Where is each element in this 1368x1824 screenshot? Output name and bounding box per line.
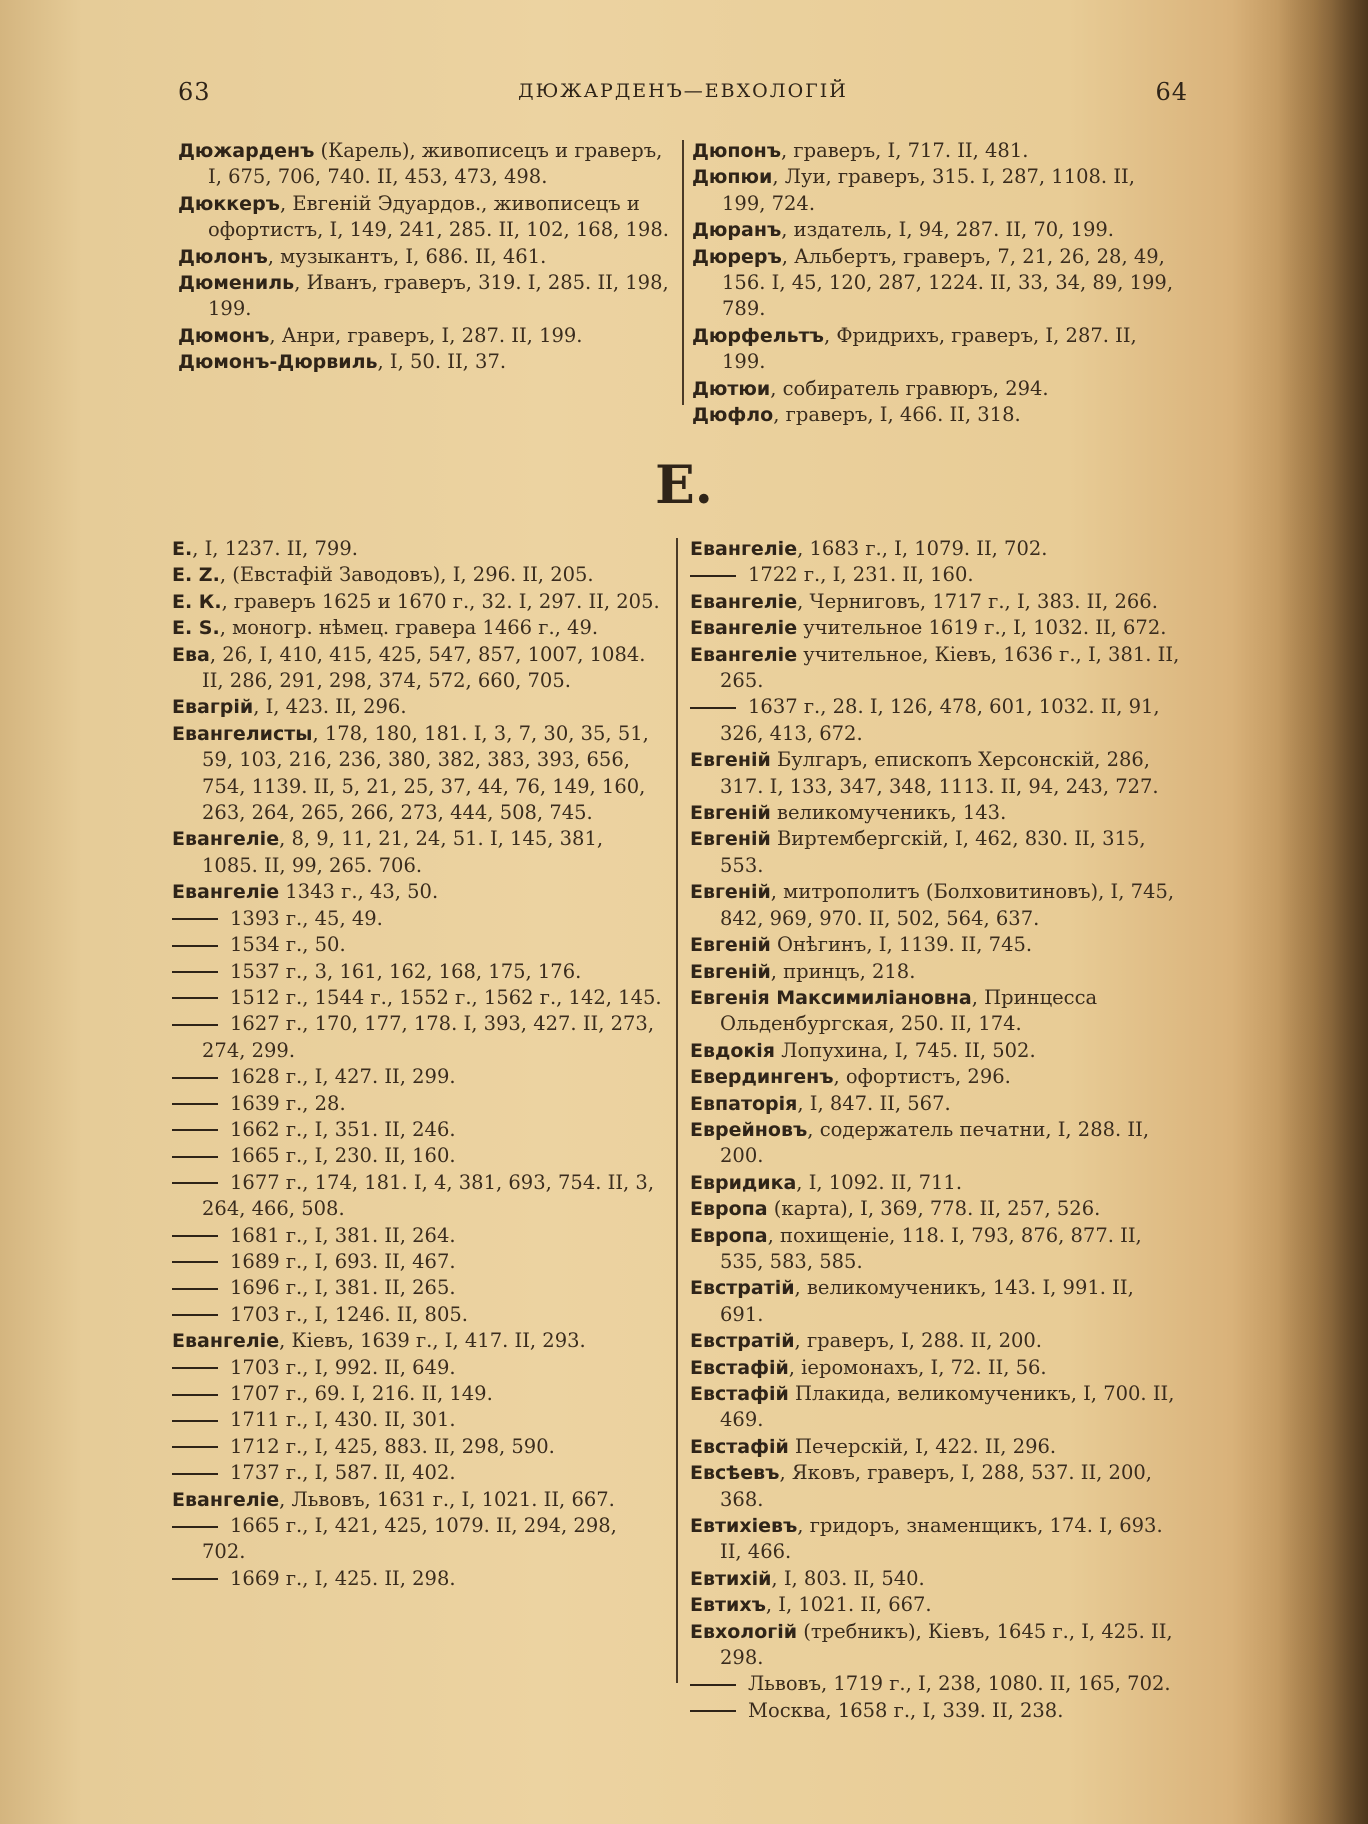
entry-references: , похищеніе, 118. I, 793, 876, 877. II, 535, 583, 585. xyxy=(720,1223,1142,1273)
ditto-dash xyxy=(172,918,218,920)
index-entry xyxy=(172,615,664,641)
entry-references: , 1683 г., I, 1079. II, 702. xyxy=(797,537,1048,560)
entry-references: , 8, 9, 11, 21, 24, 51. I, 145, 381, 1085. II, 99, 265. 706. xyxy=(202,827,604,877)
entry-references: , гридоръ, знаменщикъ, 174. I, 693. II, 466. xyxy=(720,1514,1163,1564)
entry-headword: Евтихій xyxy=(690,1567,772,1590)
entry-references: 1534 г., 50. xyxy=(230,933,346,957)
entry-references: , I, 1021. II, 667. xyxy=(765,1593,932,1617)
entry-headword: Евхологій xyxy=(690,1620,798,1643)
entry-references: 1681 г., I, 381. II, 264. xyxy=(230,1223,456,1247)
column-divider-top xyxy=(682,140,684,405)
index-entry xyxy=(690,1460,1182,1513)
index-entry xyxy=(178,270,670,323)
entry-references: , граверъ, I, 288. II, 200. xyxy=(794,1329,1043,1353)
entry-references: Виртембергскій, I, 462, 830. II, 315, 553. xyxy=(720,827,1146,877)
entry-headword: Е. xyxy=(172,538,193,560)
index-entry xyxy=(690,1513,1182,1566)
entry-headword: Евгеній xyxy=(690,802,771,825)
index-entry xyxy=(690,985,1182,1038)
entry-headword: Евгеній xyxy=(690,749,771,772)
entry-headword: Европа xyxy=(690,1198,768,1221)
index-entry xyxy=(172,1407,664,1433)
entry-references: Москва, 1658 г., I, 339. II, 238. xyxy=(748,1698,1064,1722)
index-entry xyxy=(690,1170,1182,1196)
entry-references: , 26, I, 410, 415, 425, 547, 857, 1007, 1084. II, 286, 291, 298, 374, 572, 660, 705. xyxy=(202,642,646,693)
entry-headword: Дютюи xyxy=(692,377,771,400)
ditto-dash xyxy=(172,1024,218,1026)
entry-references: 1711 г., I, 430. II, 301. xyxy=(230,1408,456,1432)
entry-references: Булгаръ, епископъ Херсонскій, 286, 317. I, 133, 347, 348, 1113. II, 94, 243, 727. xyxy=(720,748,1159,798)
index-entry xyxy=(690,800,1182,826)
ditto-dash xyxy=(690,575,736,577)
entry-headword: Еврейновъ xyxy=(690,1118,808,1141)
entry-references: (карта), I, 369, 778. II, 257, 526. xyxy=(767,1197,1101,1221)
index-entry xyxy=(690,589,1182,615)
index-entry xyxy=(172,1064,664,1090)
index-entry xyxy=(690,1592,1182,1618)
entry-references: 1665 г., I, 230. II, 160. xyxy=(230,1144,456,1168)
index-entry xyxy=(690,1196,1182,1222)
entry-headword: Евстратій xyxy=(690,1277,795,1300)
entry-references: , офортистъ, 296. xyxy=(833,1065,1011,1089)
index-entry xyxy=(690,1038,1182,1064)
entry-references: , I, 50. II, 37. xyxy=(377,350,507,374)
index-entry xyxy=(690,615,1182,641)
entry-references: , Принцесса Ольденбургская, 250. II, 174. xyxy=(720,985,1098,1036)
index-entry xyxy=(172,1302,664,1328)
entry-headword: Евангеліе xyxy=(690,617,798,640)
ditto-dash xyxy=(172,1526,218,1528)
entry-headword: Е. Z. xyxy=(172,564,220,587)
entry-references: , музыкантъ, I, 686. II, 461. xyxy=(267,244,547,268)
entry-references: 1703 г., I, 1246. II, 805. xyxy=(230,1302,468,1326)
index-entry xyxy=(172,959,664,985)
index-entry xyxy=(172,589,664,615)
entry-references: 1512 г., 1544 г., 1552 г., 1562 г., 142, 145. xyxy=(230,985,662,1009)
index-entry xyxy=(172,1460,664,1486)
entry-headword: Дюранъ xyxy=(692,219,782,242)
index-entry xyxy=(172,932,664,958)
index-entry xyxy=(172,1223,664,1249)
page-number-left: 63 xyxy=(178,78,211,106)
entry-references: , (Евстафій Заводовъ), I, 296. II, 205. xyxy=(219,563,594,587)
index-entry xyxy=(172,1328,664,1354)
ditto-dash xyxy=(690,1684,736,1686)
entry-references: учительное, Кіевъ, 1636 г., I, 381. II, 265. xyxy=(720,642,1180,693)
index-entry xyxy=(692,217,1184,243)
entry-references: , моногр. нѣмец. гравера 1466 г., 49. xyxy=(219,616,599,640)
ditto-dash xyxy=(172,1314,218,1316)
entry-headword: Евангеліе xyxy=(172,828,280,851)
entry-headword: Дюрфельтъ xyxy=(692,324,824,347)
ditto-dash xyxy=(172,1156,218,1158)
entry-references: , I, 803. II, 540. xyxy=(771,1566,925,1590)
entry-references: 1537 г., 3, 161, 162, 168, 175, 176. xyxy=(230,959,582,983)
entry-references: , митрополитъ (Болховитиновъ), I, 745, 842, 969, 970. II, 502, 564, 637. xyxy=(720,880,1175,930)
entry-references: 1677 г., 174, 181. I, 4, 381, 693, 754. II, 3, 264, 466, 508. xyxy=(202,1170,655,1221)
entry-headword: Евпаторія xyxy=(690,1092,798,1115)
entry-references: (Карель), живописецъ и граверъ, I, 675, 706, 740. II, 453, 473, 498. xyxy=(208,139,663,189)
entry-headword: Е. К. xyxy=(172,590,222,613)
index-entry xyxy=(692,323,1184,376)
entry-headword: Евагрій xyxy=(172,696,254,719)
index-entry xyxy=(690,1566,1182,1592)
entry-references: 1639 г., 28. xyxy=(230,1091,346,1115)
index-entry xyxy=(178,138,670,191)
index-entry xyxy=(172,1249,664,1275)
entry-references: , Черниговъ, 1717 г., I, 383. II, 266. xyxy=(797,589,1158,613)
entry-headword: Евангеліе xyxy=(172,1488,280,1511)
index-entry xyxy=(690,1064,1182,1090)
index-entry xyxy=(178,244,670,270)
entry-references: 1393 г., 45, 49. xyxy=(230,906,383,930)
entry-references: , Фридрихъ, граверъ, I, 287. II, 199. xyxy=(722,323,1137,374)
entry-references: , I, 847. II, 567. xyxy=(797,1091,951,1115)
ditto-dash xyxy=(172,1367,218,1369)
entry-headword: Евстафій xyxy=(690,1356,789,1379)
page-edge-shadow xyxy=(1278,0,1368,1824)
entry-references: 1689 г., I, 693. II, 467. xyxy=(230,1249,456,1273)
index-entry xyxy=(690,1355,1182,1381)
entry-references: 1665 г., I, 421, 425, 1079. II, 294, 298, 702. xyxy=(202,1514,617,1564)
ditto-dash xyxy=(172,971,218,973)
index-entry xyxy=(690,1434,1182,1460)
entry-headword: Дюмонъ xyxy=(178,324,270,347)
index-entry xyxy=(692,138,1184,164)
index-entry xyxy=(172,1566,664,1592)
entry-headword: Дюмениль xyxy=(178,272,295,295)
entry-headword: Дюмонъ-Дюрвиль xyxy=(178,351,378,374)
ditto-dash xyxy=(172,1182,218,1184)
index-entry xyxy=(690,1698,1182,1724)
ditto-dash xyxy=(172,997,218,999)
index-entry xyxy=(178,349,670,375)
right-column xyxy=(690,536,1182,1724)
index-entry xyxy=(692,402,1184,428)
entry-headword: Евгеній xyxy=(690,934,771,957)
entry-headword: Евстратій xyxy=(690,1330,795,1353)
index-entry xyxy=(172,1091,664,1117)
page-header xyxy=(178,78,1188,114)
top-right-column xyxy=(692,138,1184,428)
ditto-dash xyxy=(172,1420,218,1422)
entry-references: (требникъ), Кіевъ, 1645 г., I, 425. II, 298. xyxy=(720,1619,1173,1670)
index-entry xyxy=(690,562,1182,588)
index-entry xyxy=(690,826,1182,879)
entry-references: 1343 г., 43, 50. xyxy=(279,880,439,904)
index-entry xyxy=(172,694,664,720)
ditto-dash xyxy=(172,1235,218,1237)
entry-references: 1696 г., I, 381. II, 265. xyxy=(230,1276,456,1300)
index-entry xyxy=(172,1143,664,1169)
ditto-dash xyxy=(172,945,218,947)
entry-headword: Дюфло xyxy=(692,404,774,427)
entry-references: , собиратель гравюръ, 294. xyxy=(770,376,1049,400)
entry-headword: Евангеліе xyxy=(690,643,798,666)
ditto-dash xyxy=(172,1129,218,1131)
index-entry xyxy=(172,1275,664,1301)
entry-headword: Дюреръ xyxy=(692,245,782,268)
entry-references: 1628 г., I, 427. II, 299. xyxy=(230,1065,456,1089)
section-letter: Е. xyxy=(655,455,713,516)
index-entry xyxy=(692,376,1184,402)
ditto-dash xyxy=(172,1288,218,1290)
entry-references: , Альбертъ, граверъ, 7, 21, 26, 28, 49, 156. I, 45, 120, 287, 1224. II, 33, 34, 89, 199, 789. xyxy=(722,244,1174,321)
index-entry xyxy=(690,1091,1182,1117)
index-entry xyxy=(690,694,1182,747)
top-left-column xyxy=(178,138,670,376)
entry-headword: Е. S. xyxy=(172,617,220,640)
entry-headword: Евстафій xyxy=(690,1435,789,1458)
ditto-dash xyxy=(172,1103,218,1105)
entry-headword: Евтихіевъ xyxy=(690,1515,798,1538)
entry-headword: Евтихъ xyxy=(690,1594,766,1617)
entry-references: , Анри, граверъ, I, 287. II, 199. xyxy=(269,323,583,347)
entry-headword: Евердингенъ xyxy=(690,1066,834,1089)
entry-headword: Дюлонъ xyxy=(178,245,268,268)
entry-references: , Иванъ, граверъ, 319. I, 285. II, 198, 199. xyxy=(208,271,669,321)
entry-references: великомученикъ, 143. xyxy=(770,801,1007,825)
entry-references: , содержатель печатни, I, 288. II, 200. xyxy=(720,1117,1150,1168)
ditto-dash xyxy=(690,1710,736,1712)
left-column xyxy=(172,536,664,1592)
entry-references: , принцъ, 218. xyxy=(770,959,916,983)
entry-references: Печерскій, I, 422. II, 296. xyxy=(788,1434,1057,1458)
entry-headword: Евстафій xyxy=(690,1383,789,1405)
index-entry xyxy=(690,1328,1182,1354)
index-entry xyxy=(172,1011,664,1064)
index-entry xyxy=(690,1223,1182,1276)
entry-headword: Евридика xyxy=(690,1171,797,1194)
entry-references: , 178, 180, 181. I, 3, 7, 30, 35, 51, 59, 103, 216, 236, 380, 382, 383, 393, 656, 754, 1139. II, 5, 21, 25, 37, 44, 76, 149, 160, 263, 264, 265, 266, 273, 444, 508, 745. xyxy=(202,721,649,825)
index-entry xyxy=(178,323,670,349)
entry-references: 1627 г., 170, 177, 178. I, 393, 427. II, 273, 274, 299. xyxy=(202,1012,655,1062)
entry-references: Лопухина, I, 745. II, 502. xyxy=(775,1038,1036,1062)
entry-headword: Дюккеръ xyxy=(178,192,280,215)
index-entry xyxy=(172,1513,664,1566)
entry-headword: Ева xyxy=(172,643,210,666)
page-number-right: 64 xyxy=(1155,78,1188,106)
ditto-dash xyxy=(172,1261,218,1263)
index-entry xyxy=(172,1117,664,1143)
entry-headword: Евгеній xyxy=(690,960,771,983)
entry-headword: Евангелисты xyxy=(172,722,313,745)
index-entry xyxy=(172,1434,664,1460)
ditto-dash xyxy=(172,1446,218,1448)
entry-headword: Евсѣевъ xyxy=(690,1462,780,1485)
entry-headword: Дюпюи xyxy=(692,166,773,189)
index-entry xyxy=(172,642,664,695)
entry-headword: Европа xyxy=(690,1224,768,1247)
ditto-dash xyxy=(172,1394,218,1396)
entry-headword: Евангеліе xyxy=(690,538,798,560)
entry-references: 1737 г., I, 587. II, 402. xyxy=(230,1461,456,1485)
entry-headword: Дюжарденъ xyxy=(178,140,315,162)
entry-headword: Дюпонъ xyxy=(692,140,781,162)
index-entry xyxy=(172,1381,664,1407)
entry-references: , граверъ, I, 717. II, 481. xyxy=(780,139,1029,162)
index-entry xyxy=(172,721,664,827)
entry-references: Плакида, великомученикъ, I, 700. II, 469. xyxy=(720,1382,1175,1432)
index-entry xyxy=(690,1671,1182,1697)
entry-references: учительное 1619 г., I, 1032. II, 672. xyxy=(797,616,1167,640)
entry-references: , I, 1092. II, 711. xyxy=(796,1170,963,1194)
index-entry xyxy=(172,536,664,562)
entry-references: 1703 г., I, 992. II, 649. xyxy=(230,1355,456,1379)
index-entry xyxy=(690,1619,1182,1672)
entry-headword: Евгеній xyxy=(690,881,771,904)
index-entry xyxy=(690,747,1182,800)
entry-headword: Евангеліе xyxy=(690,590,798,613)
index-entry xyxy=(690,932,1182,958)
entry-headword: Евгенія Максимиліановна xyxy=(690,986,972,1009)
entry-references: 1707 г., 69. I, 216. II, 149. xyxy=(230,1382,493,1405)
column-divider-main xyxy=(676,538,678,1683)
index-entry xyxy=(690,642,1182,695)
entry-references: , Львовъ, 1631 г., I, 1021. II, 667. xyxy=(279,1487,615,1511)
index-entry xyxy=(172,985,664,1011)
running-title: ДЮЖАРДЕНЪ—ЕВХОЛОГІЙ xyxy=(518,80,848,102)
index-entry xyxy=(690,1381,1182,1434)
entry-references: , I, 423. II, 296. xyxy=(253,695,407,719)
entry-references: , граверъ 1625 и 1670 г., 32. I, 297. II, 205. xyxy=(221,589,660,613)
entry-references: , Кіевъ, 1639 г., I, 417. II, 293. xyxy=(279,1329,586,1353)
entry-references: 1637 г., 28. I, 126, 478, 601, 1032. II, 91, 326, 413, 672. xyxy=(720,695,1160,745)
index-entry xyxy=(692,164,1184,217)
entry-headword: Евангеліе xyxy=(172,1330,280,1353)
index-entry xyxy=(172,826,664,879)
entry-references: Львовъ, 1719 г., I, 238, 1080. II, 165, 702. xyxy=(748,1672,1171,1696)
index-entry xyxy=(690,879,1182,932)
entry-references: 1712 г., I, 425, 883. II, 298, 590. xyxy=(230,1434,555,1458)
entry-references: , Яковъ, граверъ, I, 288, 537. II, 200, 368. xyxy=(720,1461,1152,1511)
index-entry xyxy=(172,906,664,932)
index-entry xyxy=(172,1355,664,1381)
entry-headword: Евгеній xyxy=(690,828,771,851)
index-entry xyxy=(172,1170,664,1223)
ditto-dash xyxy=(690,707,736,709)
index-entry xyxy=(172,879,664,905)
ditto-dash xyxy=(172,1578,218,1580)
entry-references: 1669 г., I, 425. II, 298. xyxy=(230,1566,456,1590)
entry-references: , великомученикъ, 143. I, 991. II, 691. xyxy=(720,1276,1134,1326)
index-entry xyxy=(172,562,664,588)
entry-references: , издатель, I, 94, 287. II, 70, 199. xyxy=(781,218,1114,242)
entry-references: Онѣгинъ, I, 1139. II, 745. xyxy=(770,933,1033,957)
index-entry xyxy=(690,1117,1182,1170)
ditto-dash xyxy=(172,1077,218,1079)
index-entry xyxy=(690,1275,1182,1328)
entry-references: 1662 г., I, 351. II, 246. xyxy=(230,1117,456,1141)
entry-references: , Евгеній Эдуардов., живописецъ и офортистъ, I, 149, 241, 285. II, 102, 168, 198. xyxy=(208,191,669,242)
index-entry xyxy=(690,959,1182,985)
ditto-dash xyxy=(172,1473,218,1475)
index-entry xyxy=(178,191,670,244)
entry-headword: Евдокія xyxy=(690,1039,776,1062)
index-entry xyxy=(690,536,1182,562)
index-entry xyxy=(172,1487,664,1513)
entry-references: , I, 1237. II, 799. xyxy=(192,537,358,560)
entry-references: , іеромонахъ, I, 72. II, 56. xyxy=(788,1355,1047,1379)
entry-references: , граверъ, I, 466. II, 318. xyxy=(773,403,1021,427)
entry-references: 1722 г., I, 231. II, 160. xyxy=(748,563,974,587)
entry-references: , Луи, граверъ, 315. I, 287, 1108. II, 199, 724. xyxy=(722,165,1135,215)
entry-headword: Евангеліе xyxy=(172,881,280,904)
index-entry xyxy=(692,244,1184,323)
